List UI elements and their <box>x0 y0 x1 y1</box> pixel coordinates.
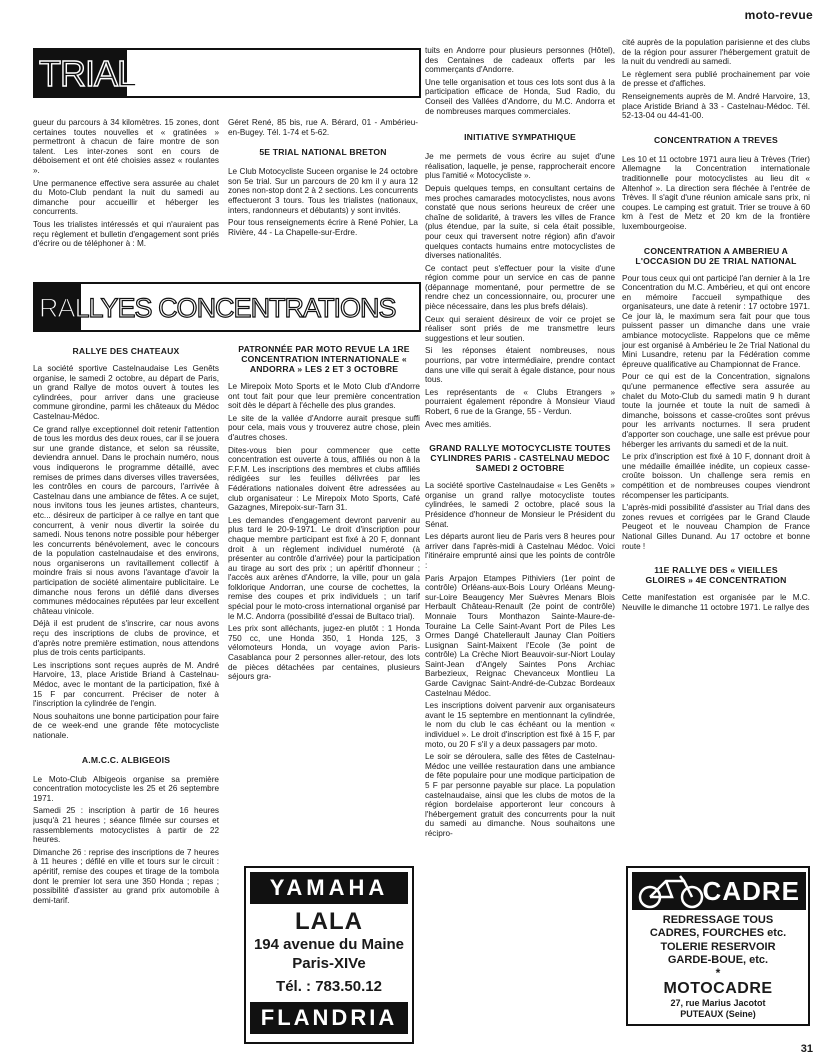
ad-brand-yamaha: YAMAHA <box>250 872 408 904</box>
paragraph: Le soir se déroulera, salle des fêtes de Castelnau-Médoc une veillée restauration dans une ambiance de fête populaire pour une modique participation de 5 F par personne payable sur place. La population castelnaudaise, ainsi que les clubs de motos de la région bordelaise apporteront leur concours à l'hébergement gratuit des concurrents pour la nuit du samedi au dimanche. Nous souhaitons une récipro- <box>425 752 615 838</box>
rallyes-section-title: RALLYES CONCENTRATIONS <box>39 293 396 323</box>
paragraph: Si les réponses étaient nombreuses, nous pourrions, par votre intermédiaire, prendre contact dans une ville qui serait à égale distance, pour nous tous. <box>425 346 615 385</box>
heading-concentration-treves: CONCENTRATION A TREVES <box>654 134 778 145</box>
trial-section-banner <box>33 48 421 98</box>
paragraph: Le règlement sera publié prochainement par voie de presse et d'affiches. <box>622 69 810 89</box>
paragraph: Les inscriptions doivent parvenir aux organisateurs avant le 15 septembre en mentionnant la cylindrée, le nom du club le cas échéant ou la mention « individuel ». Le droit d'inscription est fixé à 15 F, par moto, ou 20 F s'il y a deux passagers par moto. <box>425 701 615 749</box>
article-col4 <box>622 38 810 858</box>
paragraph: Les 10 et 11 octobre 1971 aura lieu à Trèves (Trier) Allemagne la Concentration internationale traditionnelle pour motocyclistes au lieu dit « Altenhof ». La direction sera fléchée à l'entrée de Trèves. Il s'agit d'une réunion amicale sans prix, ni coupes. Le camping est gratuit. Trier se trouve à 60 km à l'est de Metz et 20 km de la frontière luxembourgeoise. <box>622 154 810 231</box>
paragraph: Une telle organisation et tous ces lots sont dus à la participation efficace de Honda, Sud Radio, du Conseil des Vallées d'Andorre, du M.C. Andorra et de nombreuses marques commerciales. <box>425 77 615 116</box>
yamaha-lala-advertisement <box>244 866 414 1044</box>
paragraph: Ce contact peut s'effectuer pour la visite d'une région comme pour un service en cas de panne (dépannage momentané, pour permettre de se rendre chez un concessionnaire, ou, procurer une pièce nécessaire, dans les plus brefs délais). <box>425 263 615 312</box>
heading-initiative-sympathique: INITIATIVE SYMPATHIQUE <box>464 132 576 143</box>
paragraph: Le Club Motocycliste Suceen organise le 24 octobre son 5e trial. Sur un parcours de 20 km il y aura 12 zones non-stop dont 2 à 2 sections. Les concurrents effectueront 3 tours. Tous les trialistes (nationaux, inters, randonneurs et débutants) y sont invités. <box>228 167 418 215</box>
paragraph: Ce grand rallye exceptionnel doit retenir l'attention de tous les mordus des deux roues, car il se jouera sur une grande distance, et selon sa réussite, deviendra annuel. Dans le prochain numéro, nous vous indiquerons le programme détaillé, avec remises de primes dans diverses villes traversées, les contrôles en cours de parcours, l'arrivée à Castelnau dans une ambiance de fêtes. A ce sujet, nous invitons tous les jeunes artistes, chanteurs, etc... désireux de participer à ce rallye en tant que concurrent, à venir nous divertir la soirée du samedi. Nous tenons notre possible pour héberger les concurrents bénévolement, avec le concours de la population castelnaudaise et des environs, nous organiserons un ravitaillement collectif à moindre frais si nous avons l'avantage d'avoir la participation de société alimentaire publicitaire. Le dimanche nous ferons un défilé dans diverses communes médocaines réputées par leur excellent château vinicole. <box>33 424 219 616</box>
paragraph: Renseignements auprès de M. André Harvoire, 13, place Aristide Briand à 33 - Castelnau-Médoc. Tél. 52-13-04 ou 44-41-00. <box>622 91 810 121</box>
ad-line: GARDE-BOUE, etc. <box>667 954 769 966</box>
heading-concentration-amberieu: CONCENTRATION A AMBERIEU A L'OCCASION DU 2E TRIAL NATIONAL <box>635 245 797 266</box>
paragraph: La société sportive Castelnaudaise Les Genêts organise, le samedi 2 octobre, au départ de Paris, un grand Rallye de motos ouvert à toutes les cylindrées, pour arriver dans une gracieuse commune girondine, parmi les châteaux du Médoc Castelnau-Médoc. <box>33 364 219 421</box>
paragraph: tuits en Andorre pour plusieurs personnes (Hôtel), des Centaines de cadeaux offerts par les commerçants d'Andorre. <box>425 46 615 75</box>
trial-article-col1 <box>33 118 219 274</box>
motocadre-advertisement <box>626 866 810 1026</box>
ad-line: CADRES, FOURCHES etc. <box>649 927 787 939</box>
paragraph: Paris Arpajon Etampes Pithiviers (1er point de contrôle) Orléans-aux-Bois Loury Orléans Meung-sur-Loire Beaugency Mer Suèvres Menars Blois Herbault Château-Renault (2e point de contrôle) Monnaie Tours Monthazon Sainte-Maure-de-Touraine La Celle Saint-Avant Port de Piles Les Ormes Dangé Chatellerault Jaunay Clan Poitiers Lusignan Saint-Maixent l'Ecole (3e point de contrôle) La Crèche Niort Beauvoir-sur-Niort Loulay Saint-Jean d'Angely Saintes Pons Archiac Barbezieux, Reignac Chevanceux Montlieu La Garde Cavignac Saint-André-de-Cubzac Bordeaux Castelnau Médoc. <box>425 573 615 698</box>
paragraph: L'après-midi possibilité d'assister au Trial dans des zones revues et corrigées par le Grand Claude Peugeot et le nouveau Champion de France National Gilles Dunand. Au 17 octobre et bonne route ! <box>622 503 810 551</box>
ad-brand-cadre: CADRE <box>702 876 800 906</box>
paragraph: Depuis quelques temps, en consultant certains de mes proches camarades motocyclistes, nous avons constaté que nous serions heureux de créer une chaîne de solidarité, à travers les villes de France (plus étendue, par la suite, si cela était possible, pour ceux qui traversent notre région) afin d'avoir quelques contacts humains entre motocyclistes de diverses nationalités. <box>425 183 615 261</box>
paragraph: Le prix d'inscription est fixé à 10 F, donnant droit à une médaille émaillée inédite, un copieux casse-croûte boisson. Un challenge sera remis en compétition et de nombreuses coupes viendront récompenser les participants. <box>622 452 810 500</box>
paragraph: Déjà il est prudent de s'inscrire, car nous avons reçu des inscriptions de clubs de province, et d'après notre première estimation, nous attendons plus de trois cents participants. <box>33 619 219 658</box>
paragraph: Les demandes d'engagement devront parvenir au plus tard le 20-9-1971. Le droit d'inscription pour chaque membre participant est fixé à 20 F, donnant droit à un règlement individuel numéroté (à présenter au contrôle d'arrivée) pour la participation au tirage au sort des prix ; un apéritif d'honneur ; l'accès aux arènes d'Andorre, la ville, pour un gala folklorique Andorran, une course de cochettes, la remise des coupes et prix individuels ; un tarif spécial pour le moto-cross international organisé par le M.C. Andorra (possibilité d'essai de Bultaco trial). <box>228 515 420 621</box>
paragraph: Les prix sont alléchants, jugez-en plutôt : 1 Honda 750 cc, une Honda 350, 1 Honda 125, 3 vélomoteurs Honda, un voyage avion Paris-Casablanca pour 2 personnes aller-retour, des lots de pièces détachées par centaines, plusieurs séjours gra- <box>228 624 420 682</box>
motorcycle-frame-logo <box>632 872 806 910</box>
article-col3 <box>425 46 615 1046</box>
paragraph: Les inscriptions sont reçues auprès de M. André Harvoire, 13, place Aristide Briand à Castelnau-Médoc, avec le montant de la participation, fixé à 15 F par concurrent. Préciser de noter à l'inscription la cylindrée de l'engin. <box>33 660 219 709</box>
paragraph: Les départs auront lieu de Paris vers 8 heures pour arriver dans l'après-midi à Castelnau Médoc. Voici l'itinéraire emprunté ainsi que les points de contrôle : <box>425 532 615 570</box>
rallyes-section-banner <box>33 282 421 332</box>
paragraph: Une permanence effective sera assurée au chalet du Moto-Club pendant la nuit du samedi au dimanche pour accueillir et héberger les concurrents. <box>33 178 219 217</box>
heading-concentration-andorra: PATRONNÉE PAR MOTO REVUE LA 1RE CONCENTRATION INTERNATIONALE « ANDORRA » LES 2 ET 3 OCTOBRE <box>238 344 410 374</box>
heading-amcc-albigeois: A.M.C.C. ALBIGEOIS <box>81 754 171 765</box>
paragraph: Le Moto-Club Albigeois organise sa première concentration motocycliste les 25 et 26 septembre 1971. <box>33 774 219 803</box>
star-icon: * <box>715 966 721 980</box>
magazine-name: moto-revue <box>744 8 813 22</box>
paragraph: Dimanche 26 : reprise des inscriptions de 7 heures à 11 heures ; défilé en ville et tours sur le circuit : apéritif, remise des coupes et tirage de la tombola dont le premier lot sera une 350 Honda ; repas ; possibilité d'assister au grand prix automobile à demi-tarif. <box>33 847 219 905</box>
paragraph: Pour tous ceux qui ont participé l'an dernier à la 1re Concentration du M.C. Ambérieu, et qui ont encore en mémoire l'accueil sympathique des organisateurs, une date à retenir : 17 octobre 1971. Ce jour là, le maximum sera fait pour que tous puissent passer un dimanche dans une vraie ambiance motocycliste. Rappelons que ce même jour est organisé à Ambérieu le 2e Trial National du Mini Lusandre, retenu par la Fédération comme épreuve qualificative au Championnat de France. <box>622 273 810 369</box>
ad-city: PUTEAUX (Seine) <box>680 1009 756 1019</box>
ad-address: 194 avenue du Maine <box>253 936 405 953</box>
paragraph: Avec mes amitiés. <box>425 419 492 429</box>
trial-section-title: TRIAL <box>39 53 137 94</box>
rallyes-article-col2 <box>228 340 420 855</box>
paragraph: Le Mirepoix Moto Sports et le Moto Club d'Andorre ont tout fait pour que leur première concentration soit dès le départ à l'échelle des plus grandes. <box>228 382 420 411</box>
page-number: 31 <box>800 1043 813 1055</box>
heading-grand-rallye: GRAND RALLYE MOTOCYCLISTE TOUTES CYLINDRES PARIS - CASTELNAU MEDOC SAMEDI 2 OCTOBRE <box>429 443 611 474</box>
ad-city: Paris-XIVe <box>292 955 366 972</box>
rallyes-article-col1 <box>33 340 219 1045</box>
ad-phone: Tél. : 783.50.12 <box>276 978 382 995</box>
paragraph: Ceux qui seraient désireux de voir ce projet se réaliser sont priés de me transmettre leurs suggestions et leur soutien. <box>425 314 615 343</box>
ad-line: REDRESSAGE TOUS <box>662 914 774 926</box>
paragraph: La société sportive Castelnaudaise « Les Genêts » organise un grand rallye motocycliste toutes cylindrées, le samedi 2 octobre, placé sous la Présidence d'honneur de Monsieur le Président du Sénat. <box>425 481 615 529</box>
ad-address: 27, rue Marius Jacotot <box>670 998 766 1008</box>
heading-trial-breton: 5E TRIAL NATIONAL BRETON <box>259 147 387 158</box>
paragraph: gueur du parcours à 34 kilomètres. 15 zones, dont certaines toutes nouvelles et « gratinées » permettront à chacun de faire montre de son talent. Les inter-zones sont en cours de déboisement et ont été choisies assez « roulantes ». <box>33 118 219 175</box>
ad-company: MOTOCADRE <box>663 980 773 997</box>
paragraph: Géret René, 85 bis, rue A. Bérard, 01 - Ambérieu-en-Bugey. Tél. 1-74 et 5-62. <box>228 118 418 137</box>
paragraph: Dites-vous bien pour commencer que cette concentration est ouverte à tous, affiliés ou non à la F.F.M. Les inscriptions des membres et clubs affiliés rédigées sur les feuilles délivrées par les Fédérations nationales doivent être adressées au club organisateur : Le Mirepoix Moto Sports, Café Gazagnes, Mirepoix-sur-Tarn 31. <box>228 445 420 513</box>
paragraph: Je me permets de vous écrire au sujet d'une réalisation, laquelle, je pense, rapprocherait encore plus l'amitié « Motocycliste ». <box>425 152 615 181</box>
ad-brand-flandria: FLANDRIA <box>250 1002 408 1034</box>
motorcycle-frame-icon <box>636 873 706 909</box>
paragraph: Cette manifestation est organisée par le M.C. Neuville le dimanche 11 octobre 1971. Le rallye des <box>622 593 810 612</box>
paragraph: Les représentants de « Clubs Etrangers » pourraient également répondre à Monsieur Viaud Robert, 6 rue de la Grange, 55 - Verdun. <box>425 387 615 416</box>
paragraph: Pour tous renseignements écrire à René Pohier, La Rivière, 44 - La Chapelle-sur-Erdre. <box>228 218 418 237</box>
ad-shop-name: LALA <box>295 908 363 935</box>
paragraph: Samedi 25 : inscription à partir de 16 heures jusqu'à 21 heures ; séance filmée sur courses et rassemblements motocyclistes à partir de 22 heures. <box>33 806 219 845</box>
trial-article-col2 <box>228 118 418 278</box>
paragraph: cité auprès de la population parisienne et des clubs de la région pour assurer l'hébergement gratuit de la nuit du vendredi au samedi. <box>622 38 810 67</box>
paragraph: Nous souhaitons une bonne participation pour faire de ce week-end une grande fête motocycliste nationale. <box>33 711 219 740</box>
paragraph: Le site de la vallée d'Andorre aurait presque suffi pour cela, mais vous y trouverez autre chose, plein d'autres choses. <box>228 413 420 442</box>
ad-line: TOLERIE RESERVOIR <box>660 941 776 953</box>
heading-vieilles-gloires: 11E RALLYE DES « VIEILLES GLOIRES » 4E CONCENTRATION <box>645 565 787 586</box>
paragraph: Tous les trialistes intéressés et qui n'auraient pas reçu règlement et bulletin d'engagement sont priés d'écrire ou de téléphoner à : M. <box>33 219 219 249</box>
paragraph: Pour ce qui est de la Concentration, signalons qu'une permanence effective sera assurée au chalet du Moto-Club du samedi matin 9 h durant toute la journée et toute la nuit de samedi à dimanche, boissons et casse-croûtes sont prévus pour les arrivants nocturnes. Il sera prudent d'apporter son couchage, une salle est prévue pour héberger les arrivants du samedi et de la nuit. <box>622 372 810 449</box>
heading-rallye-chateaux: RALLYE DES CHATEAUX <box>72 346 180 356</box>
